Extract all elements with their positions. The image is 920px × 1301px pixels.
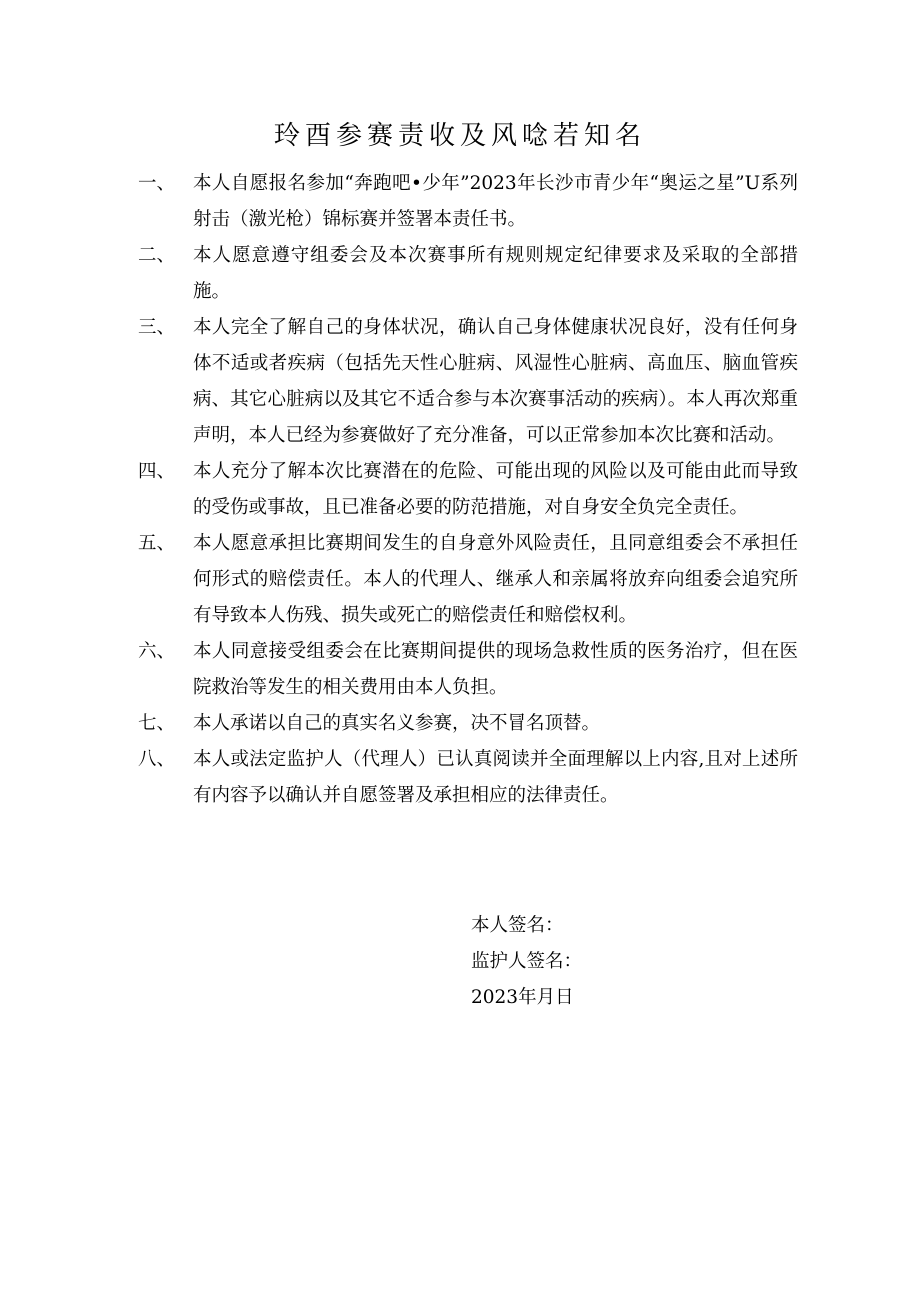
clause-item xyxy=(138,166,798,238)
clause-item xyxy=(138,634,798,706)
clause-number: 八、 xyxy=(138,749,176,770)
clause-text: 本人愿意承担比赛期间发生的自身意外风险责任，且同意组委会不承担任何形式的赔偿责任。本人的代理人、继承人和亲属将放弃向组委会追究所有导致本人伤残、损失或死亡的赔偿责任和赔偿权利。 xyxy=(193,533,798,626)
clause-item xyxy=(138,238,798,310)
clause-number: 七、 xyxy=(138,713,176,734)
clause-text: 本人同意接受组委会在比赛期间提供的现场急救性质的医务治疗，但在医院救治等发生的相关费用由本人负担。 xyxy=(193,641,798,698)
clause-number: 二、 xyxy=(138,245,176,266)
clause-item xyxy=(138,310,798,454)
clause-list xyxy=(138,166,798,814)
clause-number: 五、 xyxy=(138,533,176,554)
clause-number: 三、 xyxy=(138,317,176,338)
clause-text: 本人或法定监护人（代理人）已认真阅读并全面理解以上内容,且对上述所有内容予以确认并自愿签署及承担相应的法律责任。 xyxy=(193,749,798,806)
clause-text: 本人完全了解自己的身体状况，确认自己身体健康状况良好，没有任何身体不适或者疾病（包括先天性心脏病、风湿性心脏病、高血压、脑血管疾病、其它心脏病以及其它不适合参与本次赛事活动的疾病）。本人再次郑重声明，本人已经为参赛做好了充分准备，可以正常参加本次比赛和活动。 xyxy=(193,317,798,446)
signature-block xyxy=(471,908,771,1016)
document-title: 玲酉参赛责收及风唸若知名 xyxy=(273,121,646,151)
clause-number: 六、 xyxy=(138,641,176,662)
clause-text: 本人愿意遵守组委会及本次赛事所有规则规定纪律要求及采取的全部措施。 xyxy=(193,245,798,302)
clause-number: 一、 xyxy=(138,173,176,194)
signature-date: 2023年月日 xyxy=(471,987,574,1008)
clause-item xyxy=(138,706,798,742)
clause-number: 四、 xyxy=(138,461,176,482)
clause-text: 本人充分了解本次比赛潜在的危险、可能出现的风险以及可能由此而导致的受伤或事故，且已准备必要的防范措施，对自身安全负完全责任。 xyxy=(193,461,798,518)
clause-item xyxy=(138,454,798,526)
self-signature-label: 本人签名： xyxy=(471,915,564,936)
guardian-signature-label: 监护人签名： xyxy=(471,951,583,972)
clause-item xyxy=(138,742,798,814)
clause-item xyxy=(138,526,798,634)
clause-text: 本人承诺以自己的真实名义参赛，决不冒名顶替。 xyxy=(193,713,601,734)
clause-text: 本人自愿报名参加“奔跑吧•少年”2023年长沙市青少年“奥运之星”U系列射击（激光枪）锦标赛并签署本责任书。 xyxy=(193,173,798,230)
